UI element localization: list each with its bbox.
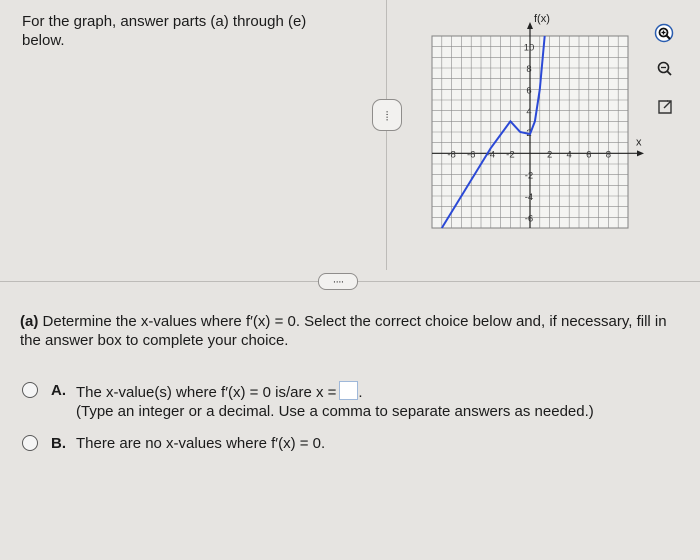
choice-b-radio[interactable] (22, 435, 38, 451)
popout-button[interactable] (652, 94, 678, 120)
choice-a-radio[interactable] (22, 382, 38, 398)
choice-a-text: The x-value(s) where f′(x) = 0 is/are x = (76, 384, 337, 401)
external-link-icon (654, 96, 676, 118)
x-tick-label: 4 (566, 149, 572, 161)
x-tick-label: -4 (486, 149, 496, 161)
problem-intro: For the graph, answer parts (a) through (e) below. (22, 13, 307, 49)
y-tick-label: 6 (526, 85, 532, 97)
x-tick-label: 8 (605, 149, 612, 161)
zoom-out-icon (654, 58, 676, 80)
choice-a-hint: (Type an integer or a decimal. Use a comma to separate answers as needed.) (76, 403, 594, 420)
y-tick-label: -2 (524, 170, 534, 182)
vertical-splitter-handle[interactable]: ···· (372, 99, 402, 131)
x-tick-label: 2 (546, 149, 553, 161)
x-tick-label: -8 (447, 149, 456, 161)
y-tick-label: -6 (524, 213, 534, 225)
question-body: Determine the x-values where f′(x) = 0. Select the correct choice below and, if necessary, fill in the answer box to complete your choice. (20, 313, 667, 349)
horizontal-splitter-handle[interactable]: ···· (318, 273, 358, 290)
zoom-in-icon (654, 23, 676, 45)
answer-input-box[interactable] (339, 381, 358, 400)
part-label: (a) (20, 313, 39, 330)
x-tick-label: -6 (466, 149, 476, 161)
choice-b-text: There are no x-values where f′(x) = 0. (76, 435, 326, 452)
y-tick-label: 2 (526, 128, 532, 139)
x-axis-label: x (636, 136, 642, 149)
y-axis-arrow (527, 22, 533, 29)
vertical-splitter[interactable] (386, 0, 387, 270)
x-tick-label: 6 (586, 149, 592, 161)
x-axis-arrow (637, 150, 644, 156)
choice-b-letter: B. (51, 435, 66, 452)
y-tick-label: 10 (523, 42, 535, 54)
zoom-out-button[interactable] (652, 56, 678, 82)
y-axis-label: f(x) (534, 13, 550, 25)
question-text (20, 312, 685, 350)
x-tick-label: -2 (506, 149, 515, 161)
y-tick-label: -4 (524, 192, 534, 203)
choice-b[interactable] (22, 434, 325, 453)
choice-a-suffix: . (358, 384, 363, 401)
y-tick-label: 8 (526, 64, 532, 75)
choice-a-letter: A. (51, 382, 66, 399)
function-graph (420, 8, 650, 248)
y-tick-label: 4 (526, 106, 532, 118)
choice-a[interactable] (22, 381, 594, 421)
zoom-in-button[interactable] (652, 21, 678, 47)
